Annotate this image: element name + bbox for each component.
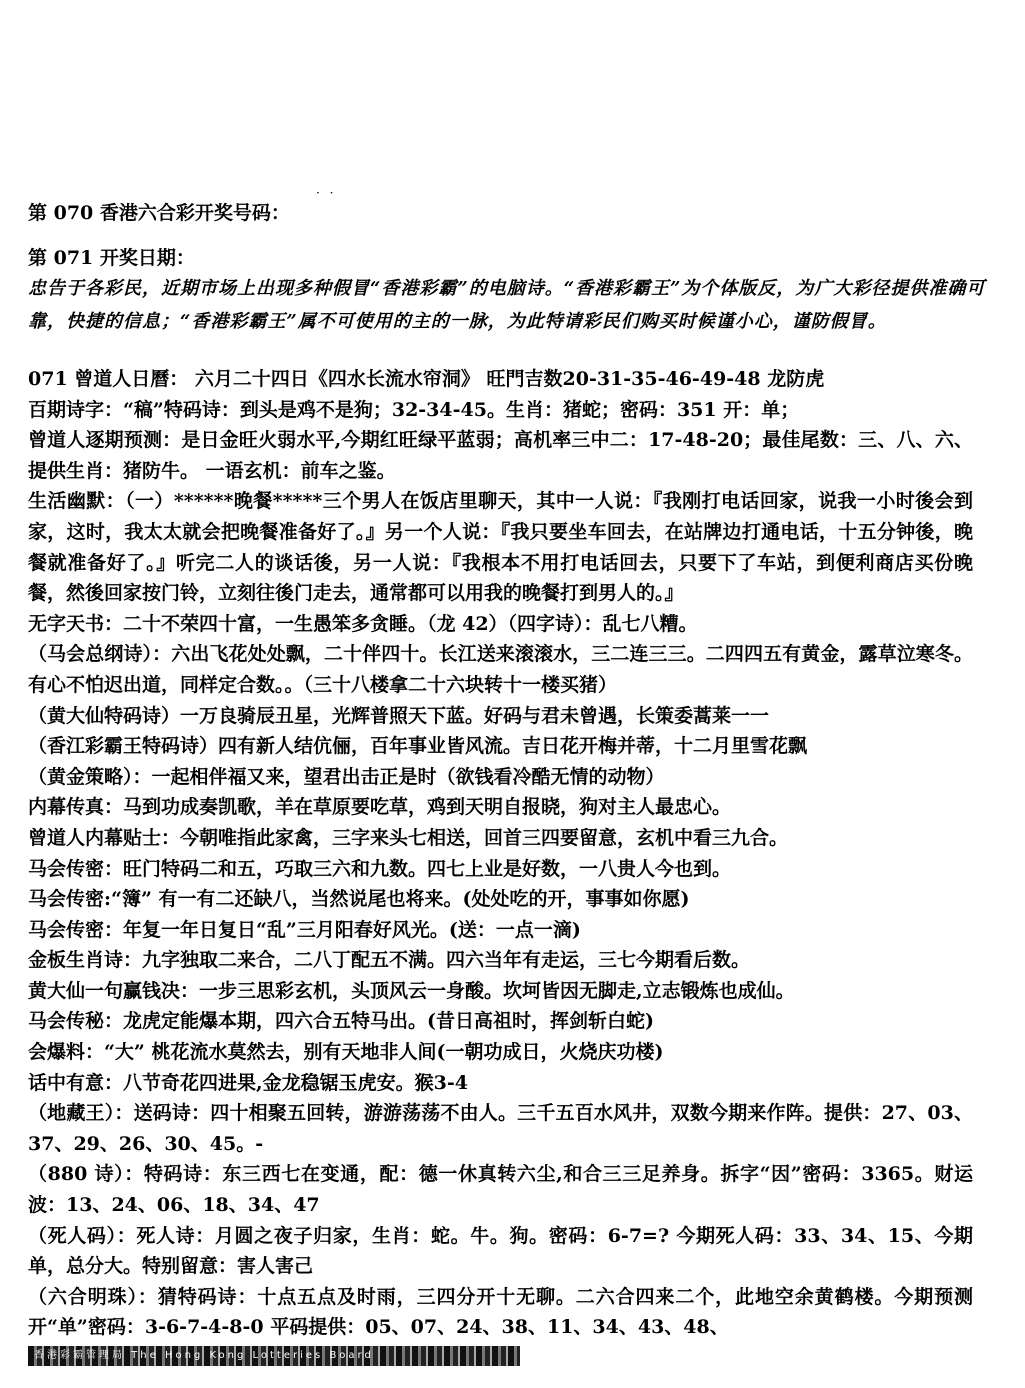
line-inside-tips: 曾道人内幕贴士：今朝唯指此家禽，三字来头七相送，回首三四要留意，玄机中看三九合。 [28, 826, 789, 849]
line-zodiac-poem: 金板生肖诗：九字独取二来合，二八丁配五不满。四六当年有走运，三七今期看后数。 [28, 949, 751, 972]
line-hundred-period: 百期诗字：“稿”特码诗：到头是鸡不是狗；32-34-45。生肖：猪蛇；密码：351 开：单； [28, 398, 800, 421]
line-dead-code: （死人码）：死人诗：月圆之夜子归家，生肖：蛇。牛。狗。密码：6-7=? 今期死人码：33、34、15、今期单，总分大。特别留意：害人害己 [28, 1224, 973, 1278]
line-hidden-meaning: 话中有意：八节奇花四进果,金龙稳锯玉虎安。猴3-4 [28, 1071, 468, 1094]
line-wordless-book: 无字天书：二十不荣四十富，一生愚笨多贪睡。（龙 42）（四字诗）：乱七八糟。 [28, 612, 698, 635]
issue-071-heading: 第 071 开奖日期： [28, 247, 195, 269]
line-prediction: 曾道人逐期预测：是日金旺火弱水平,今期红旺绿平蓝弱；高机率三中二：17-48-20；最佳尾数：三、八、六、提供生肖：猪防牛。 一语玄机：前车之鉴。 [28, 429, 973, 482]
document-body [28, 364, 973, 1343]
line-pearl: （六合明珠）：猜特码诗：十点五点及时雨，三四分开十无聊。二六合四来二个，此地空余黄鹤楼。今期预测开“单”密码：3-6-7-4-8-0 平码提供：05、07、24、38、11、34、43、48、 [28, 1285, 973, 1339]
line-xiangjiang-poem: （香江彩霸王特码诗）四有新人结伉俪，百年事业皆风流。吉日花开梅并蒂，十二月里雪花飘 [28, 735, 808, 758]
line-calendar: 071 曾道人日曆： 六月二十四日《四水长流水帘洞》 旺門吉数20-31-35-46-49-48 龙防虎 [28, 368, 825, 390]
line-humor: 生活幽默：（一）******晚餐*****三个男人在饭店里聊天，其中一人说：『我刚打电话回家，说我一小时後会到家，这时，我太太就会把晚餐准备好了。』另一个人说：『我只要坐车回去，在站牌边打通电话，十五分钟後，晚餐就准备好了。』听完二人的谈话後，另一人说：『我根本不用打电话回去，只要下了车站，到便利商店买份晚餐，然後回家按门铃，立刻往後门走去，通常都可以用我的晚餐打到男人的。』 [28, 490, 973, 605]
scan-dots: · · [316, 186, 337, 200]
issue-070-heading: 第 070 香港六合彩开奖号码： [28, 202, 290, 224]
line-jockey-club-poem: （马会总纲诗）：六出飞花处处飘，二十伴四十。长江送来滚滚水，三二连三三。二四四五有黄金，露草泣寒冬。有心不怕迟出道，同样定合数。。（三十八楼拿二十六块转十一楼买猪） [28, 643, 973, 696]
line-ksitigarbha: （地藏王）：送码诗：四十相聚五回转，游游荡荡不由人。三千五百水风井，双数今期来作阵。提供：27、03、37、29、26、30、45。- [28, 1102, 973, 1155]
line-secret-1: 马会传密：旺门特码二和五，巧取三六和九数。四七上业是好数，一八贵人今也到。 [28, 857, 732, 880]
line-gold-strategy: （黄金策略）：一起相伴福又来，望君出击正是时（欲钱看冷酷无情的动物） [28, 765, 665, 788]
line-breaking-news: 会爆料：“大” 桃花流水莫然去，别有天地非人间(一朝功成日，火烧庆功楼) [28, 1041, 664, 1064]
line-880-poem: （880 诗）：特码诗：东三西七在变通，配：德一休真转六尘,和合三三足养身。拆字“因”密码：3365。财运波：13、24、06、18、34、47 [28, 1163, 973, 1217]
line-inside-fax: 内幕传真：马到功成奏凯歌，羊在草原要吃草，鸡到天明自报晓，狗对主人最忠心。 [28, 796, 732, 819]
line-secret-2: 马会传密:“簿” 有一有二还缺八，当然说尾也将来。(处处吃的开，事事如你愿) [28, 888, 690, 911]
footer-banner: 香港彩霸管理局 The Hong Kong Lotteries Board [28, 1346, 520, 1366]
line-wong-tai-sin-poem: （黄大仙特码诗）一万良骑辰丑星，光辉普照天下蓝。好码与君未曾遇，长策委蒿莱一一 [28, 704, 770, 727]
warning-notice: 忠告于各彩民，近期市场上出现多种假冒“香港彩霸”的电脑诗。“香港彩霸王”为个体版反，为广大彩径提供准确可靠，快捷的信息；“香港彩霸王”属不可使用的主的一脉，为此特请彩民们购买时候谨小心，谨防假冒。 [28, 278, 986, 332]
line-secret-4: 马会传秘：龙虎定能爆本期，四六合五特马出。(昔日高祖时，挥剑斩白蛇) [28, 1010, 654, 1033]
line-secret-3: 马会传密：年复一年日复日“乱”三月阳春好风光。(送：一点一滴) [28, 918, 581, 941]
line-win-money: 黄大仙一句赢钱决：一步三思彩玄机，头顶风云一身酸。坎坷皆因无脚走,立志锻炼也成仙。 [28, 979, 795, 1002]
